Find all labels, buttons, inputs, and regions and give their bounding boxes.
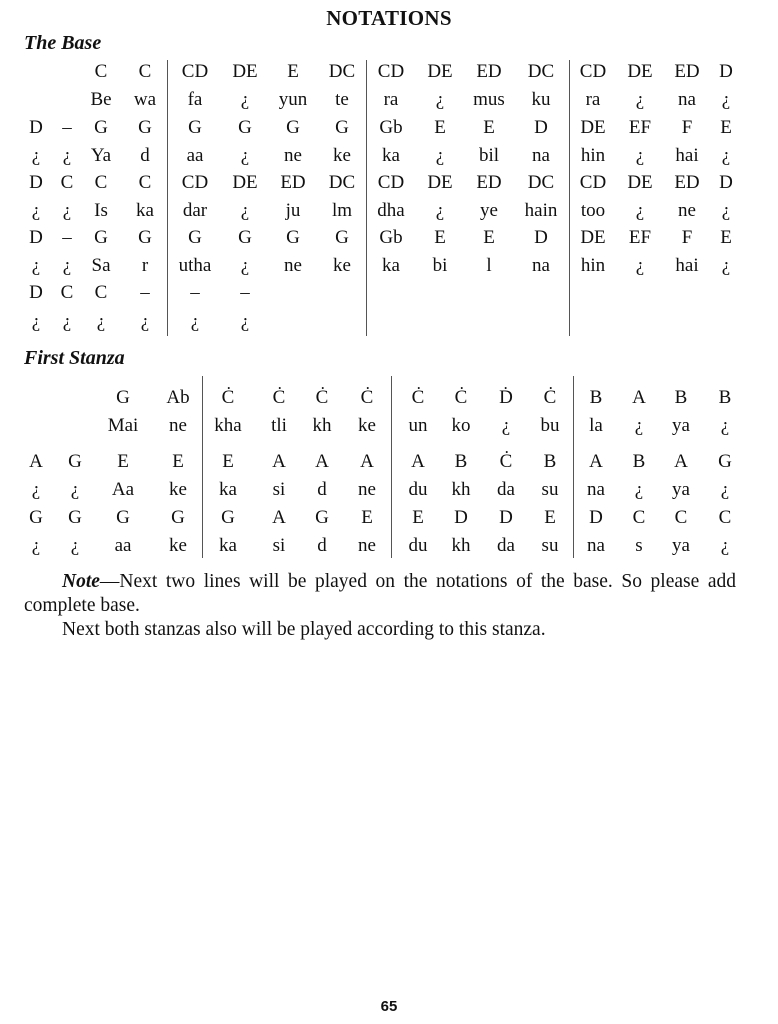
note-cell: E [434,117,446,138]
note-cell: CD [579,172,607,193]
note-cell: G [238,117,252,138]
lyric-cell: ¿ [435,89,445,110]
lyric-cell: ka [219,535,237,556]
note-cell: – [140,282,150,303]
note-cell: E [361,507,373,528]
note-cell: B [674,387,688,408]
note-cell: G [116,507,130,528]
note-cell: Gb [379,227,403,248]
note-cell: E [434,227,446,248]
note-block [24,570,736,642]
note-cell: – [62,227,72,248]
note-cell: D [29,172,43,193]
lyric-cell: kh [451,535,471,556]
lyric-cell: utha [178,255,212,276]
lyric-cell: ya [672,535,690,556]
note-cell: CD [377,172,405,193]
lyric-cell: ¿ [62,311,72,332]
lyric-cell: Aa [111,479,135,500]
stanza-row [0,532,778,559]
note-cell: A [411,451,425,472]
lyric-cell: kha [214,415,242,436]
lyric-cell: ¿ [721,89,731,110]
note-cell: DC [328,61,356,82]
bar-line [202,376,203,558]
lyric-cell: bu [540,415,560,436]
lyric-cell: na [678,89,696,110]
base-row [0,308,778,335]
note-cell: Ċ [411,387,425,408]
note-cell: F [681,227,693,248]
note-cell: G [94,227,108,248]
lyric-cell: ¿ [62,145,72,166]
lyric-cell: ¿ [70,535,80,556]
lyric-cell: da [497,479,515,500]
lyric-cell: ¿ [721,255,731,276]
lyric-cell: Sa [91,255,111,276]
note-cell: ED [280,172,306,193]
lyric-cell: Be [90,89,112,110]
note-cell: G [335,227,349,248]
lyric-cell: d [140,145,150,166]
bar-line [569,60,570,336]
base-row [0,197,778,224]
note-cell: ED [476,61,502,82]
lyric-cell: ¿ [240,200,250,221]
note-cell: C [138,61,152,82]
lyric-cell: Ya [90,145,112,166]
lyric-cell: ¿ [721,145,731,166]
lyric-cell: bil [478,145,500,166]
note-cell: ED [476,172,502,193]
note-cell: D [589,507,603,528]
lyric-cell: ko [451,415,471,436]
note-cell: A [589,451,603,472]
lyric-cell: ¿ [31,145,41,166]
note-cell: Ḋ [499,387,513,408]
note-cell: Ċ [315,387,329,408]
note-cell: EF [628,227,652,248]
note-cell: DC [527,172,555,193]
lyric-cell: tli [271,415,287,436]
note-cell: C [94,172,108,193]
note-cell: C [60,172,74,193]
note-cell: D [454,507,468,528]
note-cell: G [315,507,329,528]
lyric-cell: ¿ [190,311,200,332]
note-cell: Gb [379,117,403,138]
note-cell: Ċ [272,387,286,408]
lyric-cell: ¿ [635,89,645,110]
note-cell: DE [580,227,606,248]
lyric-cell: ¿ [31,535,41,556]
lyric-cell: ne [678,200,696,221]
stanza-heading: First Stanza [24,347,125,369]
lyric-cell: na [532,145,550,166]
lyric-cell: la [589,415,603,436]
lyric-cell: ¿ [96,311,106,332]
note-cell: DE [232,61,258,82]
lyric-cell: un [408,415,428,436]
note-cell: C [674,507,688,528]
note-cell: E [172,451,184,472]
lyric-cell: dha [377,200,405,221]
lyric-cell: ke [333,145,351,166]
base-row [0,86,778,113]
note-cell: E [222,451,234,472]
note-cell: D [534,227,548,248]
note-cell: C [60,282,74,303]
note-cell: D [719,172,733,193]
note-cell: A [272,507,286,528]
note-line-1: —Next two lines will be played on the notations of the base. So please add complete base. [24,571,736,616]
note-cell: CD [579,61,607,82]
lyric-cell: ¿ [721,200,731,221]
note-cell: DE [627,172,653,193]
lyric-cell: r [141,255,149,276]
lyric-cell: s [635,535,643,556]
note-cell: DE [427,61,453,82]
lyric-cell: d [317,535,327,556]
stanza-notation-table [0,384,778,564]
page-number: 65 [380,998,398,1015]
note-cell: DE [427,172,453,193]
note-cell: D [534,117,548,138]
lyric-cell: ¿ [31,200,41,221]
note-cell: G [718,451,732,472]
note-cell: G [68,507,82,528]
lyric-cell: ke [169,479,187,500]
lyric-cell: ne [284,255,302,276]
lyric-cell: ne [169,415,187,436]
note-label: Note [62,571,100,592]
lyric-cell: ¿ [62,255,72,276]
lyric-cell: yun [278,89,308,110]
note-cell: DC [527,61,555,82]
lyric-cell: ¿ [31,311,41,332]
note-cell: DE [232,172,258,193]
lyric-cell: too [580,200,606,221]
lyric-cell: na [587,535,605,556]
note-cell: DC [328,172,356,193]
note-cell: Ab [166,387,190,408]
note-cell: F [681,117,693,138]
lyric-cell: ke [169,535,187,556]
note-cell: C [632,507,646,528]
note-cell: A [674,451,688,472]
lyric-cell: ka [382,255,400,276]
base-row [0,58,778,85]
note-cell: G [238,227,252,248]
lyric-cell: na [532,255,550,276]
note-cell: Ċ [221,387,235,408]
lyric-cell: hai [675,145,699,166]
lyric-cell: ne [284,145,302,166]
lyric-cell: ¿ [240,145,250,166]
lyric-cell: hain [524,200,558,221]
note-cell: Ċ [499,451,513,472]
note-cell: C [138,172,152,193]
lyric-cell: ¿ [31,255,41,276]
base-row [0,252,778,279]
note-cell: G [29,507,43,528]
lyric-cell: ka [382,145,400,166]
note-cell: D [719,61,733,82]
note-cell: G [116,387,130,408]
lyric-cell: mus [473,89,505,110]
lyric-cell: Is [94,200,108,221]
lyric-cell: ya [672,415,690,436]
note-cell: C [94,282,108,303]
stanza-row [0,412,778,439]
note-cell: A [29,451,43,472]
lyric-cell: ¿ [240,255,250,276]
lyric-cell: ¿ [634,479,644,500]
lyric-cell: hai [675,255,699,276]
note-cell: D [499,507,513,528]
note-cell: G [171,507,185,528]
lyric-cell: kh [312,415,332,436]
lyric-cell: da [497,535,515,556]
note-cell: E [483,227,495,248]
lyric-cell: du [408,535,428,556]
lyric-cell: ke [358,415,376,436]
lyric-cell: ye [480,200,498,221]
note-cell: – [190,282,200,303]
base-row [0,224,778,251]
note-cell: G [138,117,152,138]
lyric-cell: te [335,89,349,110]
note-cell: ED [674,172,700,193]
lyric-cell: ¿ [240,89,250,110]
lyric-cell: ra [383,89,399,110]
note-cell: E [720,227,732,248]
lyric-cell: l [486,255,492,276]
base-row [0,142,778,169]
note-cell: DE [580,117,606,138]
lyric-cell: na [587,479,605,500]
lyric-cell: bi [432,255,448,276]
note-cell: CD [377,61,405,82]
bar-line [167,60,168,336]
lyric-cell: Mai [107,415,139,436]
lyric-cell: ku [531,89,551,110]
note-cell: E [412,507,424,528]
note-cell: G [188,117,202,138]
note-cell: B [632,451,646,472]
lyric-cell: ¿ [140,311,150,332]
lyric-cell: kh [451,479,471,500]
bar-line [391,376,392,558]
lyric-cell: ¿ [435,200,445,221]
note-cell: Ċ [543,387,557,408]
lyric-cell: d [317,479,327,500]
note-cell: C [94,61,108,82]
lyric-cell: ke [333,255,351,276]
note-cell: C [718,507,732,528]
note-cell: Ċ [454,387,468,408]
lyric-cell: ¿ [635,145,645,166]
lyric-cell: ka [136,200,154,221]
lyric-cell: ju [285,200,301,221]
note-cell: Ċ [360,387,374,408]
note-cell: G [68,451,82,472]
note-cell: – [240,282,250,303]
base-row [0,279,778,306]
lyric-cell: ¿ [720,415,730,436]
lyric-cell: ¿ [634,415,644,436]
base-row [0,169,778,196]
lyric-cell: dar [182,200,208,221]
note-paragraph [24,570,736,618]
lyric-cell: su [541,535,559,556]
page-title: NOTATIONS [326,6,452,30]
lyric-cell: aa [114,535,132,556]
note-cell: DE [627,61,653,82]
lyric-cell: ¿ [70,479,80,500]
note-cell: G [286,117,300,138]
stanza-row [0,476,778,503]
lyric-cell: hin [580,255,606,276]
lyric-cell: ¿ [240,311,250,332]
lyric-cell: ya [672,479,690,500]
lyric-cell: ra [585,89,601,110]
note-cell: A [632,387,646,408]
lyric-cell: ¿ [435,145,445,166]
bar-line [366,60,367,336]
base-heading: The Base [24,32,102,54]
note-cell: B [589,387,603,408]
note-cell: CD [181,172,209,193]
note-cell: G [94,117,108,138]
note-cell: ED [674,61,700,82]
lyric-cell: ¿ [635,255,645,276]
note-cell: G [188,227,202,248]
lyric-cell: du [408,479,428,500]
lyric-cell: ¿ [501,415,511,436]
note-cell: G [221,507,235,528]
note-cell: EF [628,117,652,138]
base-notation-table [0,58,778,338]
note-cell: E [117,451,129,472]
note-cell: E [483,117,495,138]
note-cell: A [360,451,374,472]
lyric-cell: hin [580,145,606,166]
stanza-row [0,448,778,475]
note-cell: B [543,451,557,472]
base-row [0,114,778,141]
lyric-cell: lm [331,200,353,221]
lyric-cell: ¿ [720,479,730,500]
lyric-cell: ¿ [720,535,730,556]
note-cell: G [335,117,349,138]
lyric-cell: wa [133,89,157,110]
note-cell: D [29,117,43,138]
lyric-cell: aa [186,145,204,166]
lyric-cell: su [541,479,559,500]
lyric-cell: ¿ [635,200,645,221]
note-cell: G [138,227,152,248]
stanza-row [0,384,778,411]
note-cell: E [287,61,299,82]
lyric-cell: ¿ [62,200,72,221]
stanza-row [0,504,778,531]
note-cell: E [720,117,732,138]
note-cell: D [29,227,43,248]
note-cell: – [62,117,72,138]
note-cell: CD [181,61,209,82]
lyric-cell: si [272,479,286,500]
lyric-cell: ¿ [31,479,41,500]
lyric-cell: ka [219,479,237,500]
lyric-cell: ne [358,479,376,500]
lyric-cell: ne [358,535,376,556]
note-cell: A [272,451,286,472]
bar-line [573,376,574,558]
note-cell: B [718,387,732,408]
note-cell: B [454,451,468,472]
note-cell: A [315,451,329,472]
note-line-2: Next both stanzas also will be played according to this stanza. [62,619,546,640]
lyric-cell: fa [187,89,203,110]
note-cell: E [544,507,556,528]
note-cell: D [29,282,43,303]
note-cell: G [286,227,300,248]
lyric-cell: si [272,535,286,556]
